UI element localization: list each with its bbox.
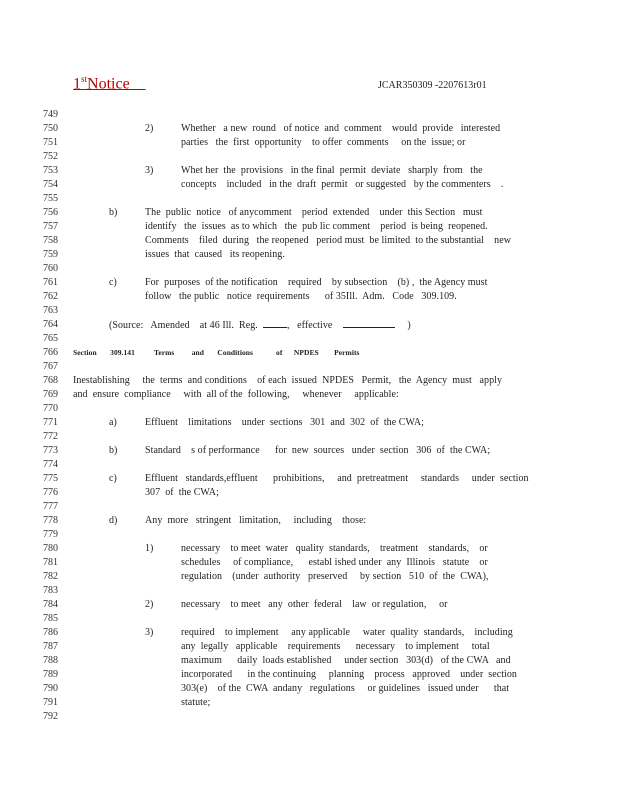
line-number: 762 (43, 291, 58, 302)
text-line: identify the issues as to which the pub lic comment period is being reopened. (145, 221, 488, 232)
line-number: 755 (43, 193, 58, 204)
line-number: 789 (43, 669, 58, 680)
notice-title: 1stNotice (73, 74, 130, 93)
line-number: 788 (43, 655, 58, 666)
line-number: 765 (43, 333, 58, 344)
line-number: 769 (43, 389, 58, 400)
text-line: Standard s of performance for new sources under section 306 of the CWA; (145, 445, 491, 456)
text-line: Comments filed during the reopened period must be limited to the substantial new (145, 235, 511, 246)
text-line: required to implement any applicable water quality standards, including (181, 627, 513, 638)
line-number: 764 (43, 319, 58, 330)
line-number: 751 (43, 137, 58, 148)
line-number: 780 (43, 543, 58, 554)
line-number: 763 (43, 305, 58, 316)
text-line: follow the public notice requirements of 35Ill. Adm. Code 309.109. (145, 291, 457, 302)
text-line: For purposes of the notification required by subsection (b) , the Agency must (145, 277, 488, 288)
item-label: 2) (145, 123, 154, 134)
line-number: 761 (43, 277, 58, 288)
source-note: (Source: Amended at 46 Ill. Reg. , effective ) (109, 320, 411, 331)
line-number: 772 (43, 431, 58, 442)
text-line: parties the first opportunity to offer comments on the issue; or (181, 137, 466, 148)
line-number: 766 (43, 347, 58, 358)
line-number: 757 (43, 221, 58, 232)
line-number: 773 (43, 445, 58, 456)
line-number: 783 (43, 585, 58, 596)
item-label: 3) (145, 627, 154, 638)
text-line: schedules of compliance, establ ished under any Illinois statute or (181, 557, 488, 568)
text-line: 303(e) of the CWA andany regulations or guidelines issued under that (181, 683, 510, 694)
text-line: Effluent limitations under sections 301 and 302 of the CWA; (145, 417, 424, 428)
line-number: 759 (43, 249, 58, 260)
line-number: 784 (43, 599, 58, 610)
text-line: 307 of the CWA; (145, 487, 219, 498)
item-label: c) (109, 473, 117, 484)
text-line: Whether a new round of notice and comment would provide interested (181, 123, 501, 134)
line-number: 776 (43, 487, 58, 498)
line-number: 791 (43, 697, 58, 708)
text-line: statute; (181, 697, 211, 708)
line-number: 767 (43, 361, 58, 372)
line-number: 777 (43, 501, 58, 512)
item-label: b) (109, 207, 118, 218)
line-number: 785 (43, 613, 58, 624)
item-label: 1) (145, 543, 154, 554)
text-line: Whet her the provisions in the final permit deviate sharply from the (181, 165, 483, 176)
item-label: 3) (145, 165, 154, 176)
jcar-code: JCAR350309 -2207613r01 (378, 80, 487, 91)
text-line: and ensure compliance with all of the following, whenever applicable: (73, 389, 399, 400)
line-number: 782 (43, 571, 58, 582)
text-line: any legally applicable requirements necessary to implement total (181, 641, 490, 652)
section-heading: Section 309.141 Terms and Conditions of NPDES Permits (73, 348, 360, 357)
text-line: regulation (under authority preserved by section 510 of the CWA), (181, 571, 489, 582)
text-line: Any more stringent limitation, including those: (145, 515, 367, 526)
item-label: 2) (145, 599, 154, 610)
item-label: a) (109, 417, 117, 428)
line-number: 754 (43, 179, 58, 190)
text-line: incorporated in the continuing planning process approved under section (181, 669, 517, 680)
line-number: 760 (43, 263, 58, 274)
line-number: 750 (43, 123, 58, 134)
item-label: c) (109, 277, 117, 288)
line-number: 771 (43, 417, 58, 428)
text-line: necessary to meet any other federal law or regulation, or (181, 599, 448, 610)
line-number: 752 (43, 151, 58, 162)
line-number: 787 (43, 641, 58, 652)
line-number: 778 (43, 515, 58, 526)
line-number: 758 (43, 235, 58, 246)
line-number: 786 (43, 627, 58, 638)
text-line: issues that caused its reopening. (145, 249, 285, 260)
text-line: concepts included in the draft permit or suggested by the commenters . (181, 179, 504, 190)
text-line: necessary to meet water quality standards, treatment standards, or (181, 543, 488, 554)
item-label: d) (109, 515, 118, 526)
line-number: 774 (43, 459, 58, 470)
line-number: 770 (43, 403, 58, 414)
line-number: 753 (43, 165, 58, 176)
line-number: 792 (43, 711, 58, 722)
line-number: 756 (43, 207, 58, 218)
line-number: 779 (43, 529, 58, 540)
line-number: 775 (43, 473, 58, 484)
line-number: 749 (43, 109, 58, 120)
text-line: Inestablishing the terms and conditions of each issued NPDES Permit, the Agency must apply (73, 375, 503, 386)
line-number: 790 (43, 683, 58, 694)
line-number: 768 (43, 375, 58, 386)
text-line: maximum daily loads established under section 303(d) of the CWA and (181, 655, 511, 666)
line-number: 781 (43, 557, 58, 568)
text-line: The public notice of anycomment period extended under this Section must (145, 207, 483, 218)
text-line: Effluent standards,effluent prohibitions, and pretreatment standards under section (145, 473, 529, 484)
item-label: b) (109, 445, 118, 456)
